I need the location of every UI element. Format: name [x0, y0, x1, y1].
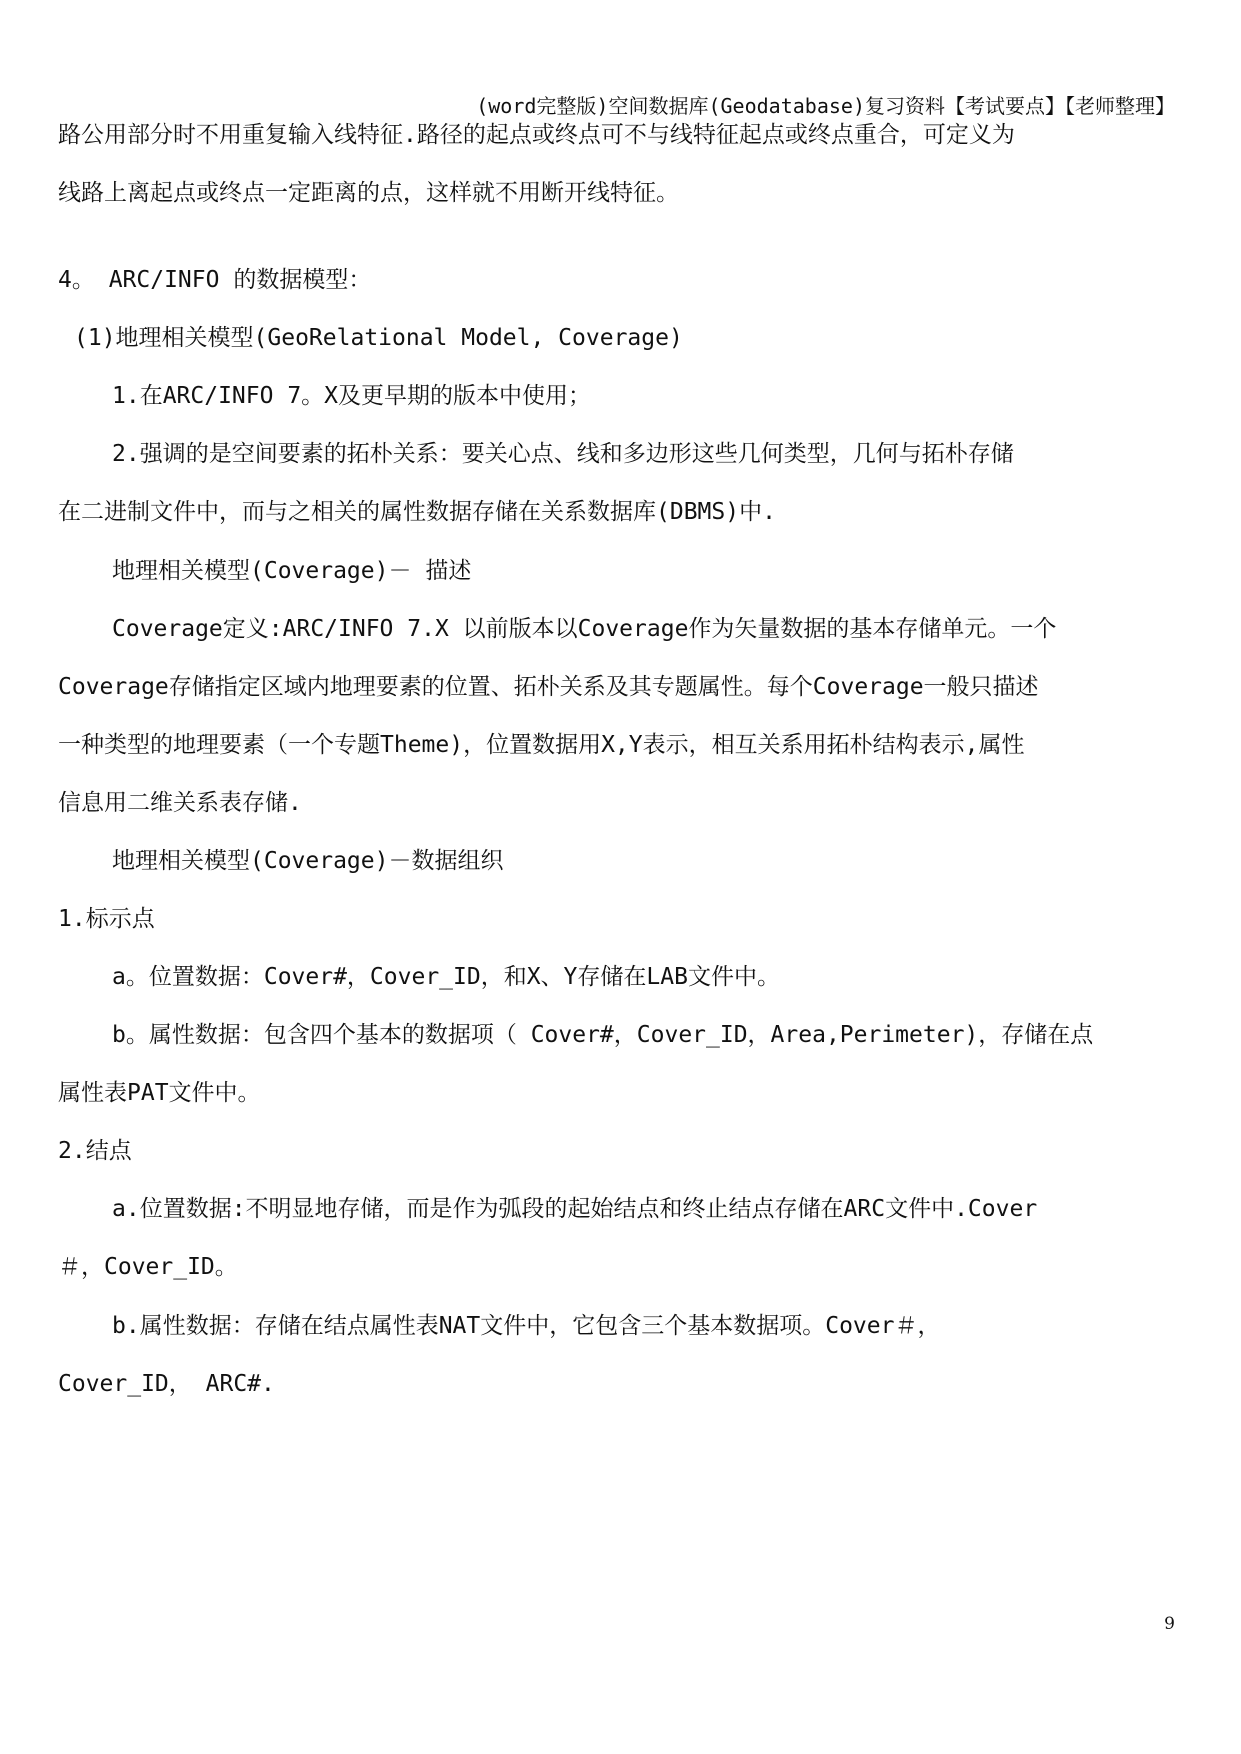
- page-header: (word完整版)空间数据库(Geodatabase)复习资料【考试要点】【老师整理】: [476, 94, 1175, 118]
- paragraph-heading-description: 地理相关模型(Coverage)－ 描述: [112, 558, 472, 584]
- item-label-point-a: a。位置数据：Cover#，Cover_ID，和X、Y存储在LAB文件中。: [112, 964, 780, 990]
- item-node-a: a.位置数据:不明显地存储，而是作为弧段的起始结点和终止结点存储在ARC文件中.Cover: [112, 1196, 1038, 1222]
- item-label-point-b: b。属性数据：包含四个基本的数据项（ Cover#，Cover_ID，Area,Perimeter)，存储在点: [112, 1022, 1094, 1048]
- list-item-1: 1.在ARC/INFO 7。X及更早期的版本中使用；: [112, 383, 592, 409]
- list-item-2: 2.强调的是空间要素的拓朴关系：要关心点、线和多边形这些几何类型，几何与拓朴存储: [112, 441, 1014, 467]
- item-node: 2.结点: [58, 1138, 132, 1164]
- paragraph-definition-2: Coverage存储指定区域内地理要素的位置、拓朴关系及其专题属性。每个Coverage一般只描述: [58, 674, 1039, 700]
- text-line-1: 路公用部分时不用重复输入线特征.路径的起点或终点可不与线特征起点或终点重合，可定义为: [58, 122, 1015, 148]
- list-item-2-cont: 在二进制文件中，而与之相关的属性数据存储在关系数据库(DBMS)中.: [58, 499, 776, 525]
- section-heading: 4。 ARC/INFO 的数据模型：: [58, 267, 372, 293]
- paragraph-definition-3: 一种类型的地理要素（一个专题Theme)，位置数据用X,Y表示，相互关系用拓朴结构表示,属性: [58, 732, 1025, 758]
- item-label-point: 1.标示点: [58, 906, 155, 932]
- item-node-a-cont: ＃，Cover_ID。: [58, 1254, 238, 1280]
- paragraph-definition-1: Coverage定义:ARC/INFO 7.X 以前版本以Coverage作为矢量数据的基本存储单元。一个: [112, 616, 1057, 642]
- paragraph-definition-4: 信息用二维关系表存储.: [58, 790, 302, 816]
- text-line-2: 线路上离起点或终点一定距离的点，这样就不用断开线特征。: [58, 180, 679, 206]
- item-node-b: b.属性数据：存储在结点属性表NAT文件中，它包含三个基本数据项。Cover＃，: [112, 1313, 941, 1339]
- page-number: 9: [1164, 1614, 1175, 1634]
- item-label-point-b-cont: 属性表PAT文件中。: [58, 1080, 261, 1106]
- subsection-heading: (1)地理相关模型(GeoRelational Model, Coverage): [74, 325, 683, 351]
- paragraph-heading-organization: 地理相关模型(Coverage)－数据组织: [112, 848, 504, 874]
- item-node-b-cont: Cover_ID， ARC#.: [58, 1371, 275, 1397]
